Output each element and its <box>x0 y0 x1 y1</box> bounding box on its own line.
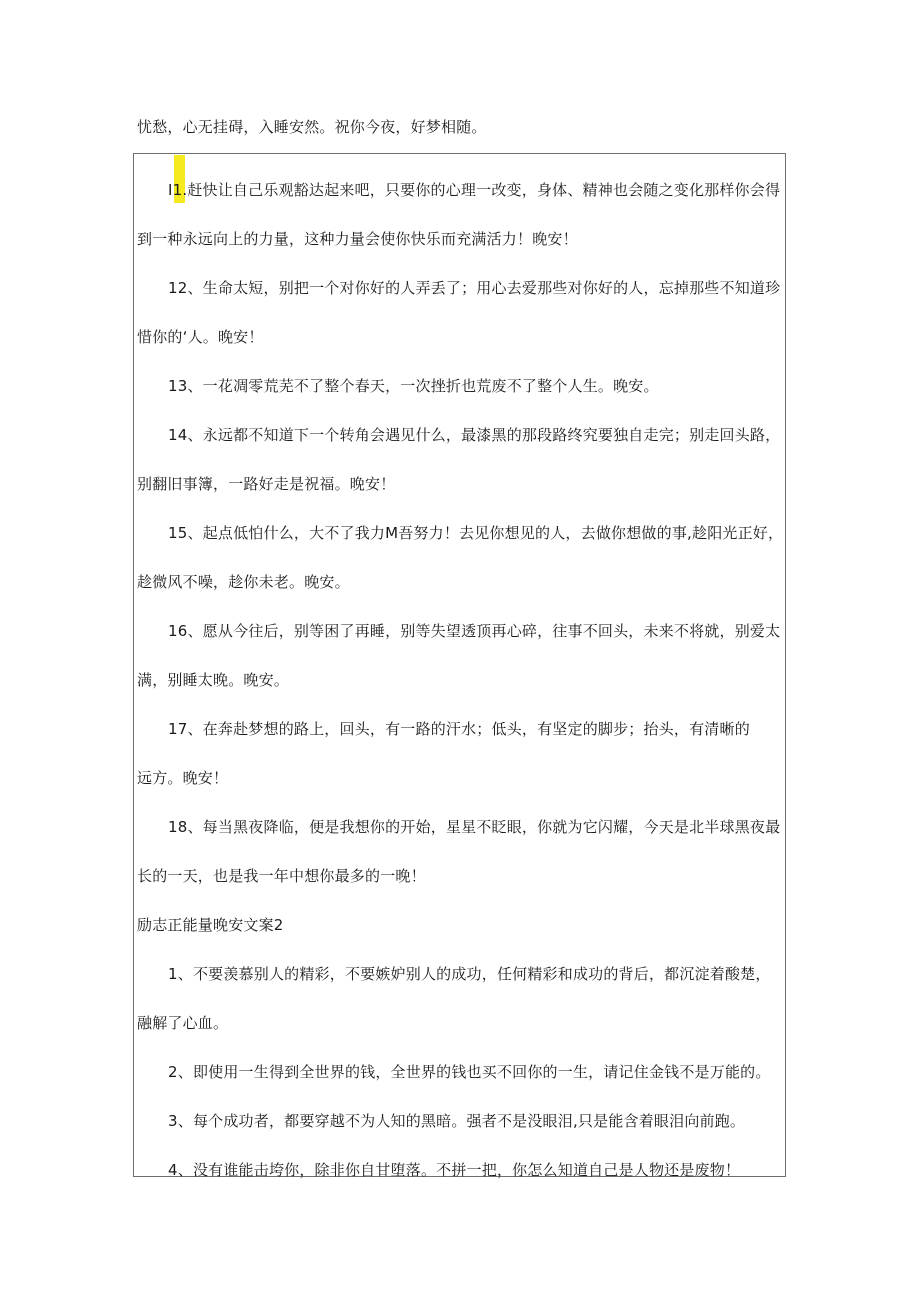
item-15-line-1: 15、起点低怕什么，大不了我力M吾努力！去见你想见的人，去做你想做的事,趁阳光正好， <box>168 524 784 542</box>
item-13-line-1: 13、一花凋零荒芜不了整个春天，一次挫折也荒废不了整个人生。晚安。 <box>168 377 659 395</box>
section-item-4-line-1: 4、没有谁能击垮你，除非你自甘堕落。不拼一把，你怎么知道自己是人物还是废物！ <box>168 1161 741 1179</box>
item-16-line-2: 满，别睡太晚。晚安。 <box>137 671 290 689</box>
section-heading: 励志正能量晚安文案2 <box>137 916 284 934</box>
item-16-line-1: 16、愿从今往后，别等困了再睡，别等失望透顶再心碎，往事不回头，未来不将就，别爱太 <box>168 622 781 640</box>
item-12-line-2: 惜你的‘人。晚安！ <box>137 328 264 346</box>
item-12-line-1: 12、生命太短，别把一个对你好的人弄丢了；用心去爱那些对你好的人，忘掉那些不知道珍 <box>168 279 781 297</box>
item-17-line-2: 远方。晚安！ <box>137 769 229 787</box>
item-18-line-1: 18、每当黑夜降临，便是我想你的开始，星星不眨眼，你就为它闪耀，今天是北半球黑夜最 <box>168 818 781 836</box>
section-item-2-line-1: 2、即使用一生得到全世界的钱，全世界的钱也买不回你的一生，请记住金钱不是万能的。 <box>168 1063 771 1081</box>
item-11-line-2: 到一种永远向上的力量，这种力量会使你快乐而充满活力！晚安！ <box>137 230 578 248</box>
intro-tail-text: 忧愁，心无挂碍，入睡安然。祝你今夜，好梦相随。 <box>137 118 487 136</box>
section-item-1-line-2: 融解了心血。 <box>137 1014 229 1032</box>
item-14-line-2: 别翻旧事簿，一路好走是祝福。晚安！ <box>137 475 396 493</box>
item-14-line-1: 14、永远都不知道下一个转角会遇见什么，最漆黑的那段路终究要独自走完；别走回头路， <box>168 426 781 444</box>
content-frame <box>133 153 786 1177</box>
section-item-1-line-1: 1、不要羡慕别人的精彩，不要嫉妒别人的成功，任何精彩和成功的背后，都沉淀着酸楚， <box>168 965 771 983</box>
item-17-line-1: 17、在奔赴梦想的路上，回头，有一路的汗水；低头，有坚定的脚步；抬头，有清晰的 <box>168 720 750 738</box>
item-11-line-1: I1.赶快让自己乐观豁达起来吧，只要你的心理一改变，身体、精神也会随之变化那样你会得 <box>168 181 781 199</box>
item-15-line-2: 趁微风不噪，趁你未老。晚安。 <box>137 573 350 591</box>
item-18-line-2: 长的一天，也是我一年中想你最多的一晚！ <box>137 867 426 885</box>
section-item-3-line-1: 3、每个成功者，都要穿越不为人知的黑暗。强者不是没眼泪,只是能含着眼泪向前跑。 <box>168 1112 746 1130</box>
